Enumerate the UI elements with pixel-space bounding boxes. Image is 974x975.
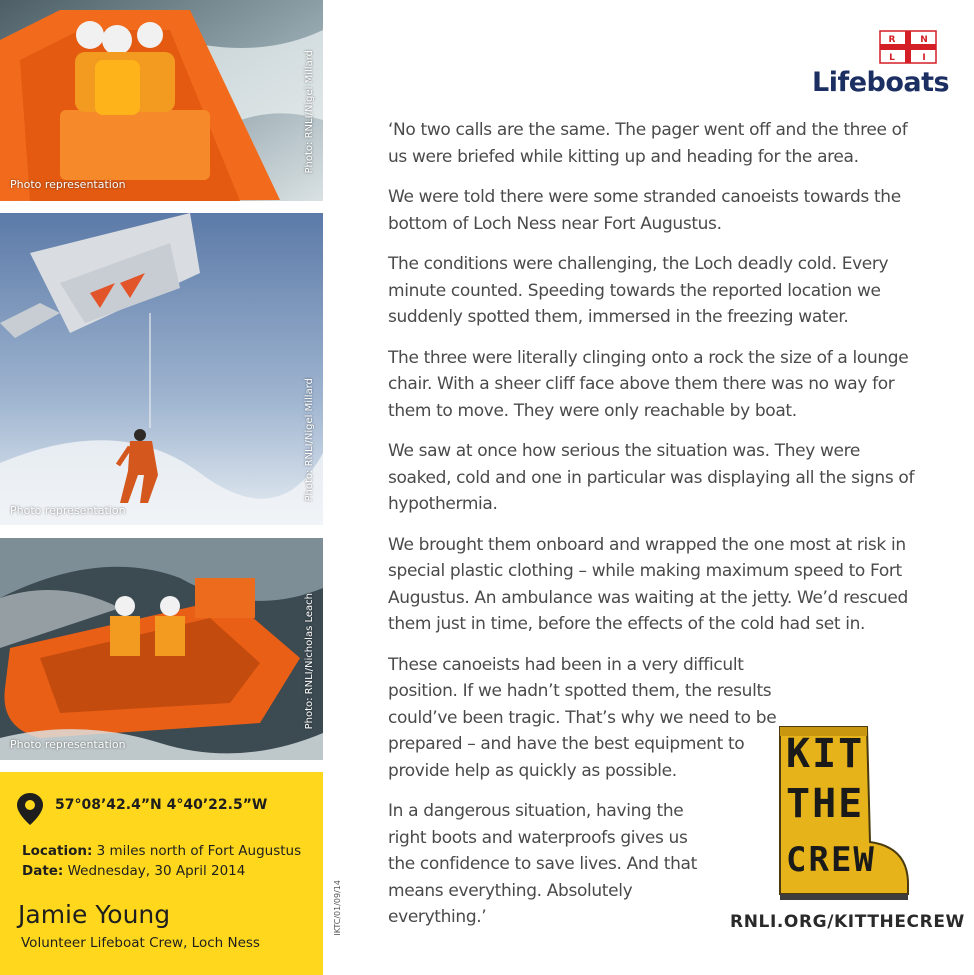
lifeboats-wordmark: Lifeboats xyxy=(812,67,950,98)
story-paragraph: We saw at once how serious the situation was. They were soaked, cold and one in particular was displaying all the signs of hypothermia. xyxy=(388,441,915,514)
photo-lifeboat-at-sea xyxy=(0,538,323,760)
story-paragraph: These canoeists had been in a very difficult position. If we hadn’t spotted them, the results could’ve been tragic. That’s why we need to be prepared – and have the best equipment to provide help as quickly as possible. xyxy=(388,654,777,781)
reference-code: IKTC/01/09/14 xyxy=(333,880,342,936)
location-pin-icon xyxy=(16,792,44,826)
story-paragraph: The three were literally clinging onto a rock the size of a lounge chair. With a sheer cliff face above them there was no way for them to move. They were only reachable by boat. xyxy=(388,347,909,421)
boot-line: KIT xyxy=(786,731,865,777)
flag-letter: N xyxy=(920,35,928,45)
date-value: Wednesday, 30 April 2014 xyxy=(67,863,246,879)
story-paragraph: In a dangerous situation, having the right boots and waterproofs gives us the confidence to save lives. And that means everything. Absolutely everything.’ xyxy=(388,801,697,927)
location-value: 3 miles north of Fort Augustus xyxy=(96,843,302,859)
person-name: Jamie Young xyxy=(18,900,171,929)
story-paragraph: We brought them onboard and wrapped the one most at risk in special plastic clothing – while making maximum speed to Fort Augustus. An ambulance was waiting at the jetty. We’d rescued them just in time, before the effects of the cold had set in. xyxy=(388,534,908,634)
coordinates: 57°08’42.4”N 4°40’22.5”W xyxy=(55,797,268,813)
photo-caption: Photo representation xyxy=(10,738,126,751)
flag-letter: R xyxy=(888,35,896,45)
photo-lifeboat-crew xyxy=(0,0,323,201)
flag-letter: I xyxy=(922,53,926,63)
photo-helicopter-rescue-image xyxy=(0,213,323,525)
date-row xyxy=(22,863,245,879)
person-role: Volunteer Lifeboat Crew, Loch Ness xyxy=(21,935,260,951)
photo-credit: Photo: RNLI/Nicholas Leach xyxy=(304,593,315,730)
rnli-logo xyxy=(812,30,950,100)
flag-letter: L xyxy=(889,53,895,63)
photo-credit: Photo: RNLI/Nigel Millard xyxy=(304,378,315,502)
story-paragraph: ‘No two calls are the same. The pager went off and the three of us were briefed while kitting up and heading for the area. xyxy=(388,120,908,167)
story-paragraph: We were told there were some stranded canoeists towards the bottom of Loch Ness near Fort Augustus. xyxy=(388,187,901,234)
campaign-url[interactable]: RNLI.ORG/KITTHECREW xyxy=(730,912,965,932)
rnli-flag-icon xyxy=(879,30,937,64)
location-label: Location: xyxy=(22,843,93,859)
photo-caption: Photo representation xyxy=(10,504,126,517)
photo-caption: Photo representation xyxy=(10,178,126,191)
date-label: Date: xyxy=(22,863,64,879)
photo-lifeboat-crew-image xyxy=(0,0,323,201)
photo-helicopter-rescue xyxy=(0,213,323,525)
photo-lifeboat-at-sea-image xyxy=(0,538,323,760)
location-row xyxy=(22,843,301,859)
rescue-info-box xyxy=(0,772,323,975)
boot-line: CREW xyxy=(786,840,876,880)
boot-line: THE xyxy=(786,781,865,827)
story-paragraph: The conditions were challenging, the Loch deadly cold. Every minute counted. Speeding towards the reported location we suddenly spotted them, immersed in the freezing water. xyxy=(388,254,889,327)
photo-credit: Photo: RNLI/Nigel Millard xyxy=(304,50,315,174)
photo-column xyxy=(0,0,323,975)
kit-the-crew-boot-graphic xyxy=(772,722,912,902)
